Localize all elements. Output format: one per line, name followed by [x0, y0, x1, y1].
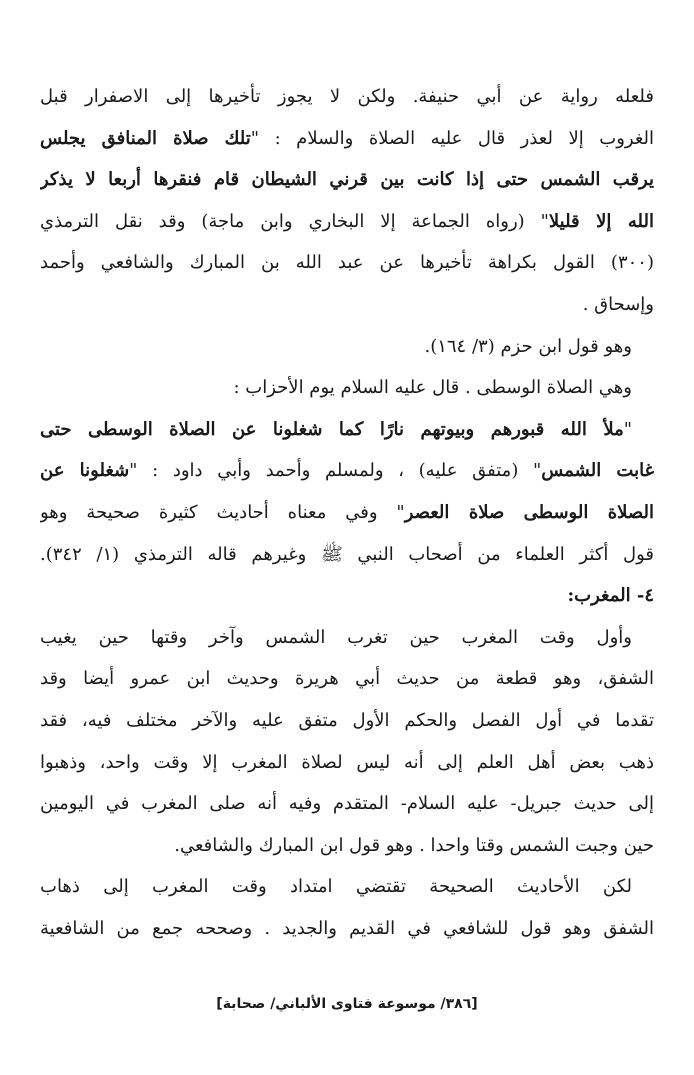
text-line	[40, 284, 654, 326]
text-span: " (متفق عليه) ، ولمسلم وأحمد وأبي داود : "	[129, 460, 542, 482]
text-span: تقدما في أول الفصل والحكم الأول متفق عليه والآخر مختلف فيه، فقد	[40, 709, 654, 731]
text-line	[40, 326, 654, 368]
text-line	[40, 534, 654, 576]
text-line	[40, 367, 654, 409]
bold-text: ٤- المغرب:	[567, 585, 654, 607]
text-span: " (رواه الجماعة إلا البخاري وابن ماجة) وقد نقل الترمذي	[40, 210, 549, 232]
page-footer: [٣٨٦/ موسوعة فتاوى الألباني/ صحابة]	[216, 996, 478, 1012]
text-span: وهي الصلاة الوسطى . قال عليه السلام يوم الأحزاب :	[233, 377, 632, 399]
text-line	[40, 450, 654, 492]
text-line	[40, 866, 654, 908]
text-line	[40, 617, 654, 659]
text-line	[40, 742, 654, 784]
text-line	[40, 783, 654, 825]
bold-text: يرقب الشمس حتى إذا كانت بين قرني الشيطان قام فنقرها أربعا لا يذكر	[40, 169, 654, 191]
text-span: " وفي معناه أحاديث كثيرة صحيحة وهو	[40, 501, 405, 523]
bold-text: الصلاة الوسطى صلاة العصر	[404, 501, 654, 523]
text-line	[40, 492, 654, 534]
text-line	[40, 201, 654, 243]
bold-text: ملأ الله قبورهم وبيوتهم نارًا كما شغلونا عن الصلاة الوسطى حتى	[40, 418, 624, 440]
text-line	[40, 159, 654, 201]
page-body	[40, 76, 654, 949]
text-line	[40, 409, 654, 451]
text-span: الشفق وهو قول للشافعي في القديم والجديد . وصححه جمع من الشافعية	[40, 917, 654, 939]
text-span: (٣٠٠) القول بكراهة تأخيرها عن عبد الله بن المبارك والشافعي وأحمد	[40, 252, 654, 274]
text-line	[40, 700, 654, 742]
text-span: الشفق، وهو قطعة من حديث أبي هريرة وحديث ابن عمرو أيضا وقد	[40, 668, 654, 690]
text-span: الغروب إلا لعذر قال عليه الصلاة والسلام : "	[250, 127, 654, 149]
text-span: "	[623, 418, 632, 440]
text-span: ذهب بعض أهل العلم إلى أنه ليس لصلاة المغرب إلا وقت واحد، وذهبوا	[40, 751, 654, 773]
text-span: وهو قول ابن حزم (٣/ ١٦٤).	[424, 335, 632, 357]
text-span: لكن الأحاديث الصحيحة تقتضي امتداد وقت المغرب إلى ذهاب	[40, 876, 632, 898]
text-line	[40, 242, 654, 284]
text-span: حين وجبت الشمس وقتا واحدا . وهو قول ابن المبارك والشافعي.	[174, 834, 654, 856]
text-line	[40, 658, 654, 700]
text-span: فلعله رواية عن أبي حنيفة. ولكن لا يجوز تأخيرها إلى الاصفرار قبل	[40, 86, 654, 107]
text-line	[40, 825, 654, 867]
bold-text: شغلونا عن	[40, 460, 130, 482]
bold-text: الله إلا قليلا	[548, 210, 654, 232]
text-span: وأول وقت المغرب حين تغرب الشمس وآخر وقتها حين يغيب	[40, 626, 632, 648]
text-span: قول أكثر العلماء من أصحاب النبي ﷺ وغيرهم قاله الترمذي (١/ ٣٤٢).	[40, 543, 654, 565]
text-line	[40, 76, 654, 118]
text-line	[40, 118, 654, 160]
text-span: وإسحاق .	[582, 293, 654, 315]
bold-text: تلك صلاة المنافق يجلس	[40, 127, 251, 149]
section-heading	[40, 575, 654, 617]
text-span: إلى حديث جبريل- عليه السلام- المتقدم وفيه أنه صلى المغرب في اليومين	[40, 793, 654, 815]
bold-text: غابت الشمس	[541, 460, 654, 482]
text-line	[40, 908, 654, 950]
